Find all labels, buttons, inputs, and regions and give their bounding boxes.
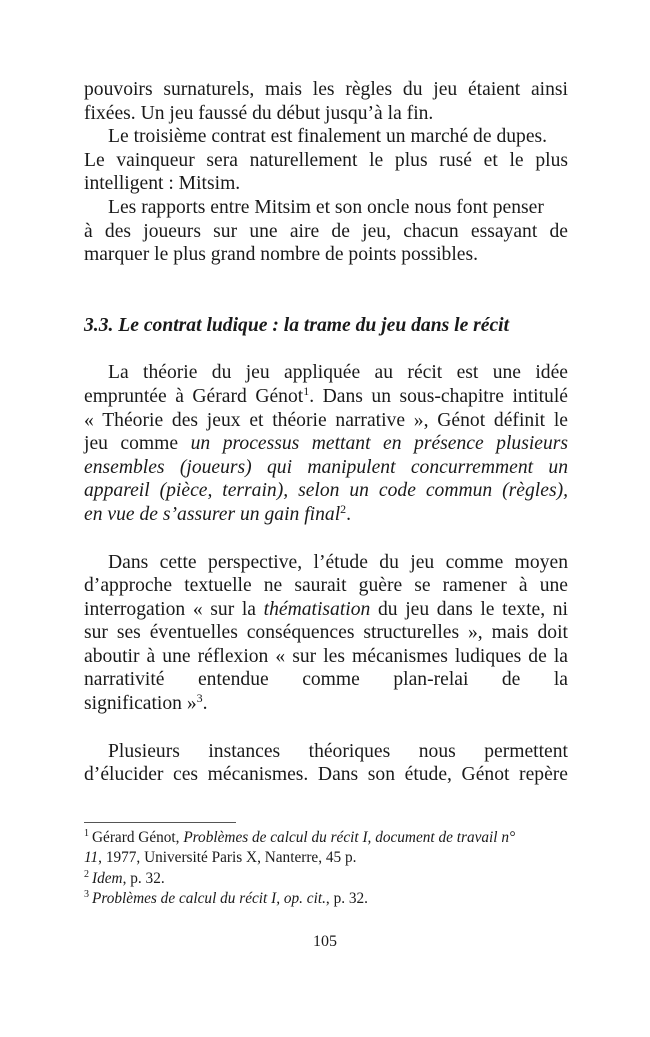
text-line: Plusieurs instances théoriques nous permettent (108, 740, 568, 762)
footnote-ref-3[interactable]: 3 (196, 691, 203, 706)
citation-title: Problèmes de calcul du récit I, op. cit. (92, 890, 326, 908)
paragraph-mitsim-uncle (84, 196, 568, 267)
quote-italic: ensembles (joueurs) qui manipulent concurremment un (84, 456, 568, 478)
text-span: , 1977, Université Paris X, Nanterre, 45 p. (98, 849, 357, 867)
quote-italic: appareil (pièce, terrain), selon un code commun (règles), (84, 480, 568, 502)
text-line (84, 385, 568, 409)
paragraph-instances (84, 740, 568, 787)
text-line (84, 456, 568, 480)
text-line: pouvoirs surnaturels, mais les règles du jeu étaient ainsi (84, 79, 568, 100)
text-span: signification » (84, 693, 197, 715)
italic-term: thématisation (263, 598, 371, 620)
footnote-1 (84, 828, 568, 869)
text-span: , p. 32. (325, 890, 368, 908)
text-span: . Dans un sous-chapitre intitulé (309, 385, 568, 407)
footnote-separator (84, 822, 236, 823)
page-body (84, 78, 568, 787)
text-line (84, 598, 568, 622)
footnote-2 (84, 869, 568, 889)
text-line: sur ses éventuelles conséquences structurelles », mais doit (84, 622, 568, 644)
spacer (84, 527, 568, 551)
text-line: Le vainqueur sera naturellement le plus rusé et le plus (84, 149, 568, 171)
text-line: Dans cette perspective, l’étude du jeu comme moyen (108, 551, 568, 573)
footnote-number: 3 (84, 889, 89, 901)
quote-italic: un processus mettant en présence plusieurs (190, 433, 569, 455)
footnotes (84, 828, 568, 910)
text-span: interrogation « sur la (84, 598, 264, 620)
citation-title: Idem (92, 869, 123, 887)
text-span: . (202, 693, 208, 715)
text-line: à des joueurs sur une aire de jeu, chacun essayant de (84, 220, 568, 242)
text-span: . (346, 503, 352, 525)
text-span: Gérard Génot, (92, 829, 184, 846)
footnote-3 (84, 889, 568, 909)
footnote-number: 1 (84, 828, 89, 839)
citation-title: Problèmes de calcul du récit I, document de travail n° (183, 829, 516, 846)
footnote-ref-2[interactable]: 2 (340, 501, 347, 516)
paragraph-continuation (84, 78, 568, 125)
page-number: 105 (313, 933, 337, 950)
paragraph-perspective (84, 551, 568, 716)
text-line: Le troisième contrat est finalement un marché de dupes. (108, 126, 548, 148)
spacer (84, 267, 568, 314)
text-line (84, 479, 568, 503)
section-heading: 3.3. Le contrat ludique : la trame du jeu dans le récit (84, 314, 510, 336)
text-line (84, 692, 568, 716)
paragraph-genot-theory (84, 361, 568, 526)
citation-title: 11 (84, 849, 99, 867)
quote-italic: en vue de s’assurer un gain final (84, 503, 341, 525)
text-line: narrativité entendue comme plan-relai de la (84, 669, 568, 691)
footnote-number: 2 (84, 868, 89, 880)
text-line: d’approche textuelle ne saurait guère se ramener à une (84, 575, 568, 597)
text-line: intelligent : Mitsim. (84, 173, 241, 195)
text-line: fixées. Un jeu faussé du début jusqu’à la fin. (84, 102, 434, 124)
text-line: d’élucider ces mécanismes. Dans son étude, Génot repère (84, 764, 568, 786)
text-span: , p. 32. (122, 869, 165, 887)
text-line (84, 432, 568, 456)
text-line: La théorie du jeu appliquée au récit est une idée (108, 362, 568, 384)
spacer (84, 337, 568, 361)
footnote-ref-1[interactable]: 1 (303, 383, 310, 398)
paragraph-third-contract (84, 125, 568, 196)
text-line: aboutir à une réflexion « sur les mécanismes ludiques de la (84, 645, 568, 667)
spacer (84, 716, 568, 740)
text-span: empruntée à Gérard Génot (84, 385, 304, 407)
text-span: jeu comme (84, 433, 191, 455)
text-span: du jeu dans le texte, ni (370, 598, 568, 620)
text-line: marquer le plus grand nombre de points possibles. (84, 244, 478, 266)
text-line (84, 503, 568, 527)
text-line: Les rapports entre Mitsim et son oncle nous font penser (108, 196, 544, 218)
text-line: « Théorie des jeux et théorie narrative », Génot définit le (84, 409, 568, 431)
